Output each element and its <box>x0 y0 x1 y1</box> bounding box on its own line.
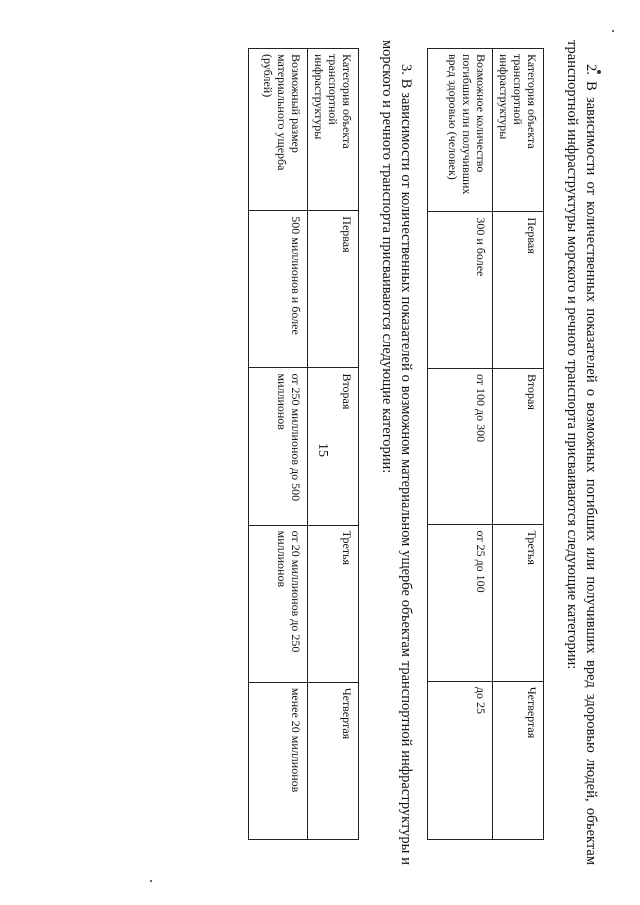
scan-speck <box>612 30 614 32</box>
table-header-row <box>493 49 544 840</box>
damage-category-table <box>248 48 359 840</box>
header-cell-first: Первая <box>493 212 544 369</box>
row-label-cell: Возможное количество погибших или получивших вред здоровью (человек) <box>428 49 493 212</box>
header-cell-fourth: Четвертая <box>493 681 544 839</box>
value-cell-fourth: до 25 <box>428 681 493 839</box>
table-header-row <box>308 49 359 840</box>
header-cell-fourth: Четвертая <box>308 682 359 839</box>
header-cell-category: Категория объекта транспортной инфраструктуры <box>308 49 359 211</box>
header-cell-first: Первая <box>308 211 359 368</box>
scan-speck <box>150 880 152 882</box>
header-cell-second: Вторая <box>308 368 359 525</box>
value-cell-third: от 20 миллионов до 250 миллионов <box>249 525 308 682</box>
casualties-category-table <box>427 48 544 840</box>
header-cell-third: Третья <box>308 525 359 682</box>
value-cell-third: от 25 до 100 <box>428 525 493 681</box>
value-cell-first: 500 миллионов и более <box>249 211 308 368</box>
row-label-cell: Возможный размер материального ущерба (рублей) <box>249 49 308 211</box>
value-cell-second: от 250 миллионов до 500 миллионов <box>249 368 308 525</box>
header-cell-second: Вторая <box>493 368 544 525</box>
value-cell-fourth: менее 20 миллионов <box>249 682 308 839</box>
paragraph-material-damage: 3. В зависимости от количественных показателей о возможном материальном ущербе объектам транспортной инфраструктуры и морского и речного транспорта присваиваются следующие категории: <box>379 40 414 865</box>
value-cell-second: от 100 до 300 <box>428 368 493 525</box>
table-row <box>428 49 493 840</box>
table-row <box>249 49 308 840</box>
header-cell-category: Категория объекта транспортной инфраструктуры <box>493 49 544 212</box>
header-cell-third: Третья <box>493 525 544 681</box>
paragraph-casualties: 2. В зависимости от количественных показателей о возможных погибших или получивших вред здоровью людей, объектам транспортной инфраструктуры морского и речного транспорта присваиваются следующие категории: <box>564 40 599 865</box>
page-number: 15 <box>315 443 330 457</box>
value-cell-first: 300 и более <box>428 212 493 369</box>
rotated-document-body <box>40 40 600 865</box>
